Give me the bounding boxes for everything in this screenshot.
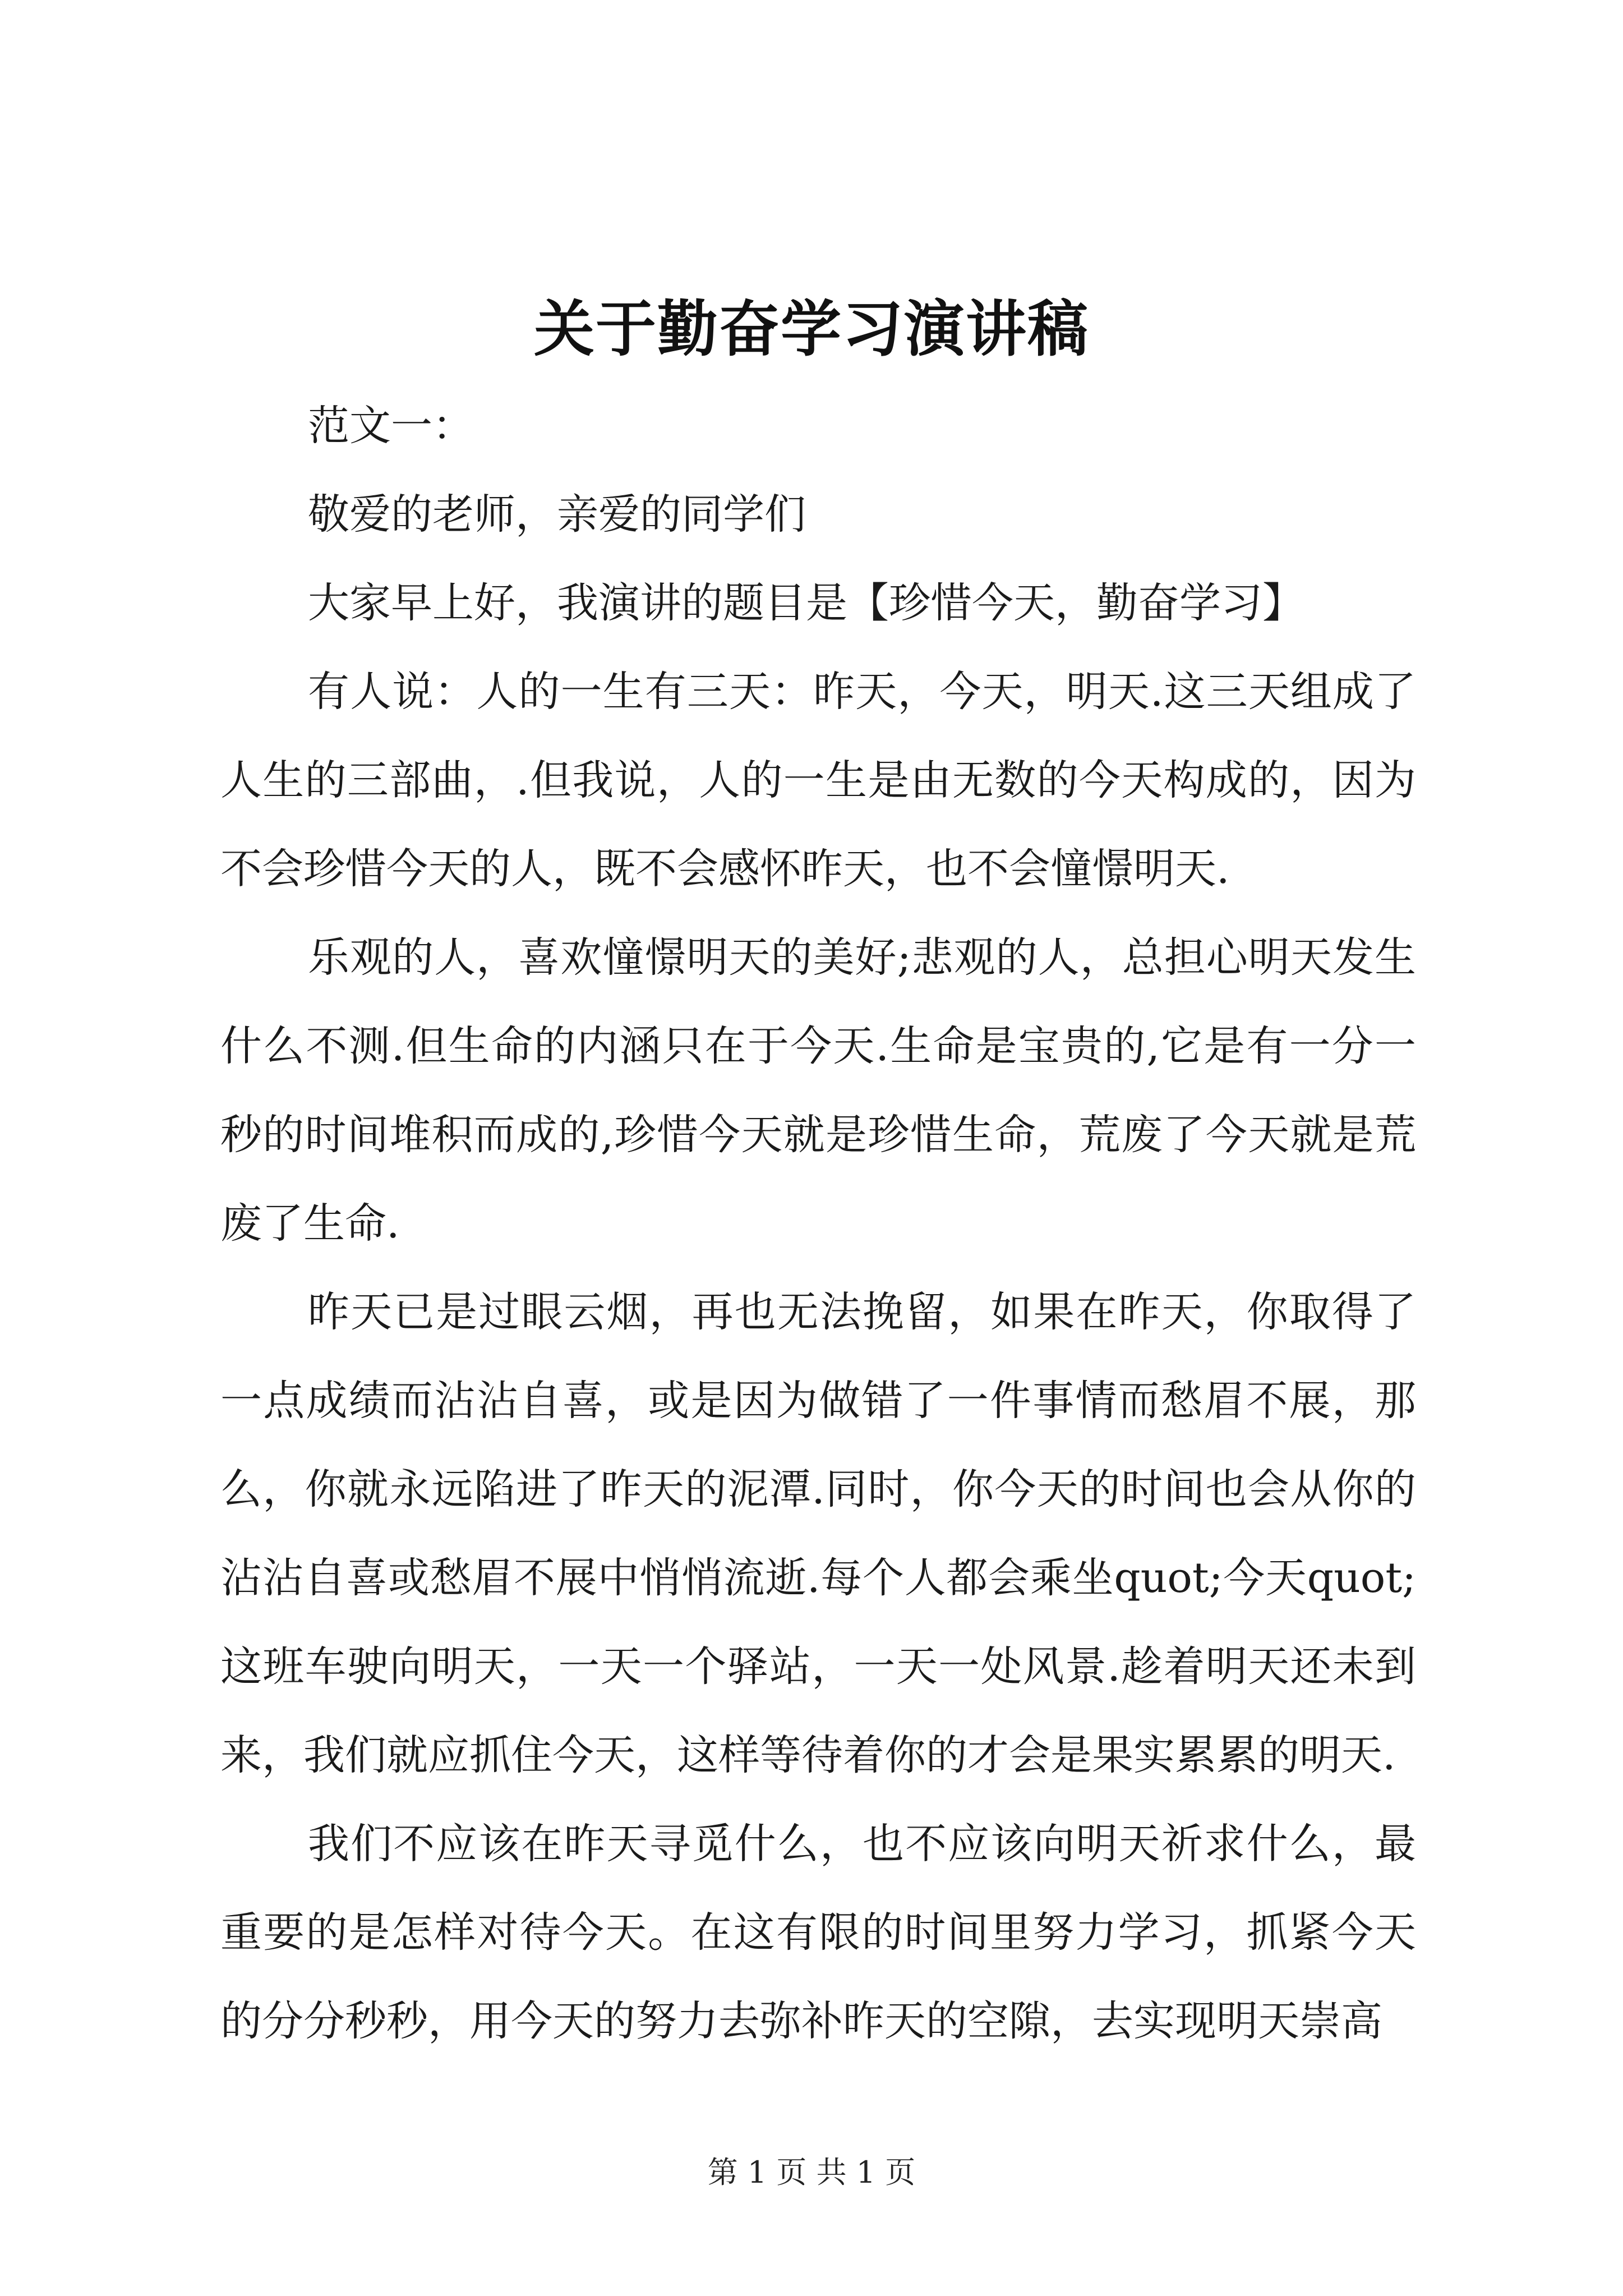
paragraph: 我们不应该在昨天寻觅什么，也不应该向明天祈求什么，最重要的是怎样对待今天。在这有限的时间里努力学习，抓紧今天的分分秒秒，用今天的努力去弥补昨天的空隙，去实现明天崇高 — [220, 1820, 1416, 2045]
document-title: 关于勤奋学习演讲稿 — [533, 294, 1089, 365]
paragraph: 范文一： — [308, 402, 474, 450]
paragraph: 有人说：人的一生有三天：昨天，今天，明天.这三天组成了人生的三部曲，.但我说，人的一生是由无数的今天构成的，因为不会珍惜今天的人，既不会感怀昨天，也不会憧憬明天. — [220, 668, 1416, 893]
document-body — [220, 381, 1416, 2065]
paragraph: 昨天已是过眼云烟，再也无法挽留，如果在昨天，你取得了一点成绩而沾沾自喜，或是因为做错了一件事情而愁眉不展，那么，你就永远陷进了昨天的泥潭.同时，你今天的时间也会从你的沾沾自喜或愁眉不展中悄悄流逝.每个人都会乘坐quot;今天quot;这班车驶向明天，一天一个驿站，一天一处风景.趁着明天还未到来，我们就应抓住今天，这样等待着你的才会是果实累累的明天. — [220, 1288, 1416, 1779]
paragraph: 乐观的人，喜欢憧憬明天的美好;悲观的人，总担心明天发生什么不测.但生命的内涵只在于今天.生命是宝贵的,它是有一分一秒的时间堆积而成的,珍惜今天就是珍惜生命，荒废了今天就是荒废了生命. — [220, 933, 1416, 1248]
paragraph: 敬爱的老师，亲爱的同学们 — [308, 490, 806, 539]
paragraph: 大家早上好，我演讲的题目是【珍惜今天，勤奋学习】 — [308, 579, 1304, 627]
page-footer: 第 1 页 共 1 页 — [707, 2155, 916, 2190]
